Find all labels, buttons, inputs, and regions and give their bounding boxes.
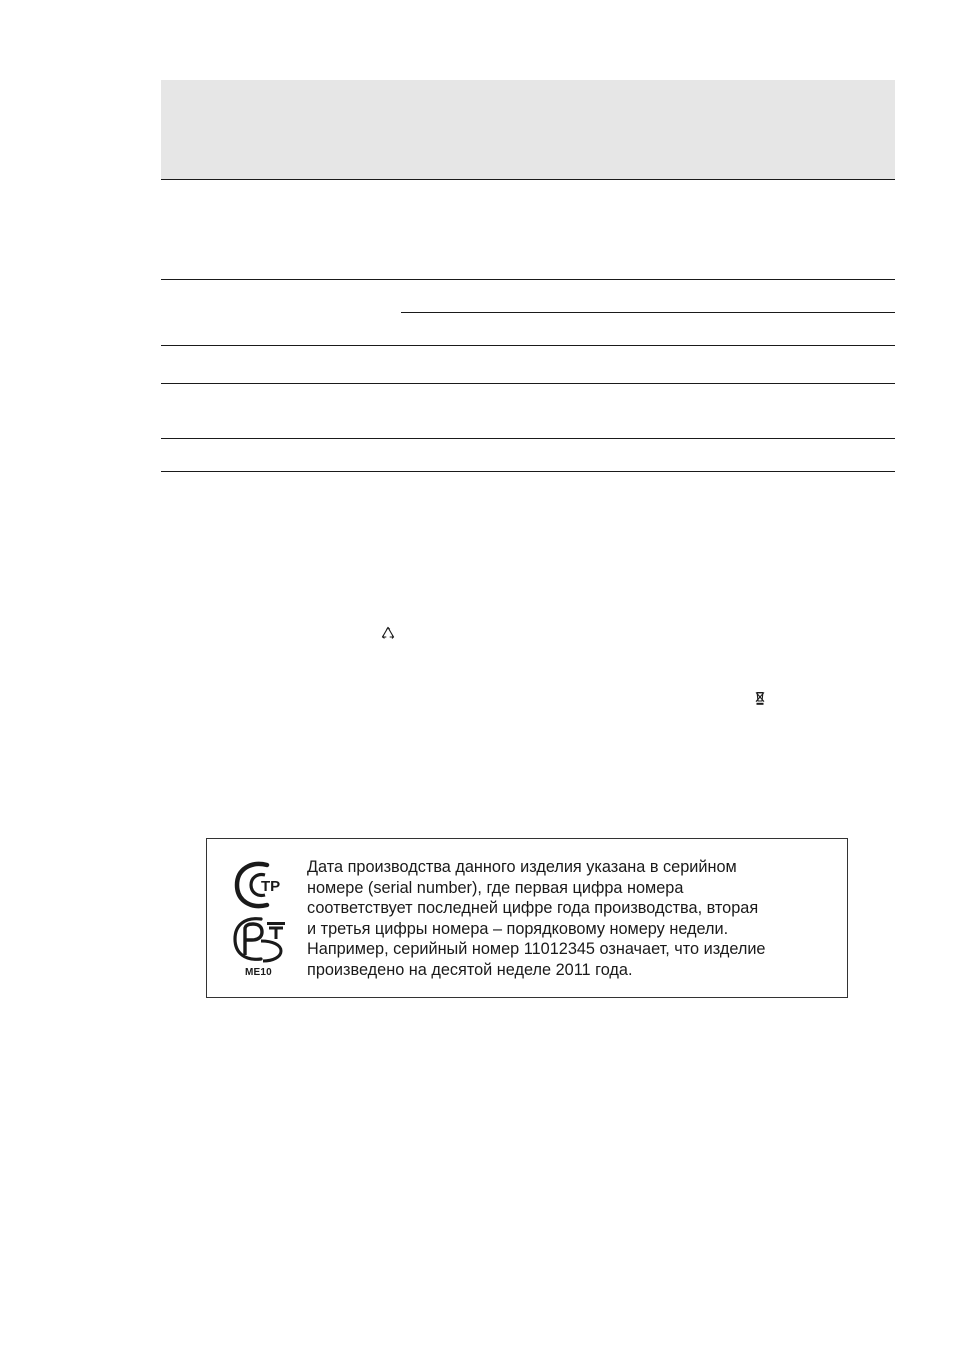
table-rule: [161, 279, 895, 280]
specification-table: [161, 80, 895, 473]
text-line: соответствует последней цифре года производства, вторая: [307, 899, 759, 918]
text-line: Например, серийный номер 11012345 означает, что изделие: [307, 940, 766, 959]
manufacture-date-text: [307, 857, 837, 981]
text-line: произведено на десятой неделе 2011 года.: [307, 960, 633, 979]
certification-marks: [231, 859, 295, 983]
table-header-band: [161, 80, 895, 179]
table-rule: [161, 383, 895, 384]
table-rule: [161, 345, 895, 346]
table-rule: [161, 179, 895, 180]
certification-code: ME10: [245, 967, 272, 978]
crossed-bin-icon: [754, 690, 766, 706]
gost-r-mark-icon: [231, 915, 295, 967]
table-rule: [161, 438, 895, 439]
svg-text:ТР: ТР: [261, 878, 281, 895]
table-rule: [161, 471, 895, 472]
table-subrule: [401, 312, 895, 313]
text-line: и третья цифры номера – порядковому номеру недели.: [307, 919, 729, 938]
manufacture-date-info-box: [206, 838, 848, 998]
recycle-icon: [380, 626, 396, 641]
text-line: Дата производства данного изделия указана в серийном: [307, 858, 737, 876]
text-line: номере (serial number), где первая цифра номера: [307, 878, 684, 897]
